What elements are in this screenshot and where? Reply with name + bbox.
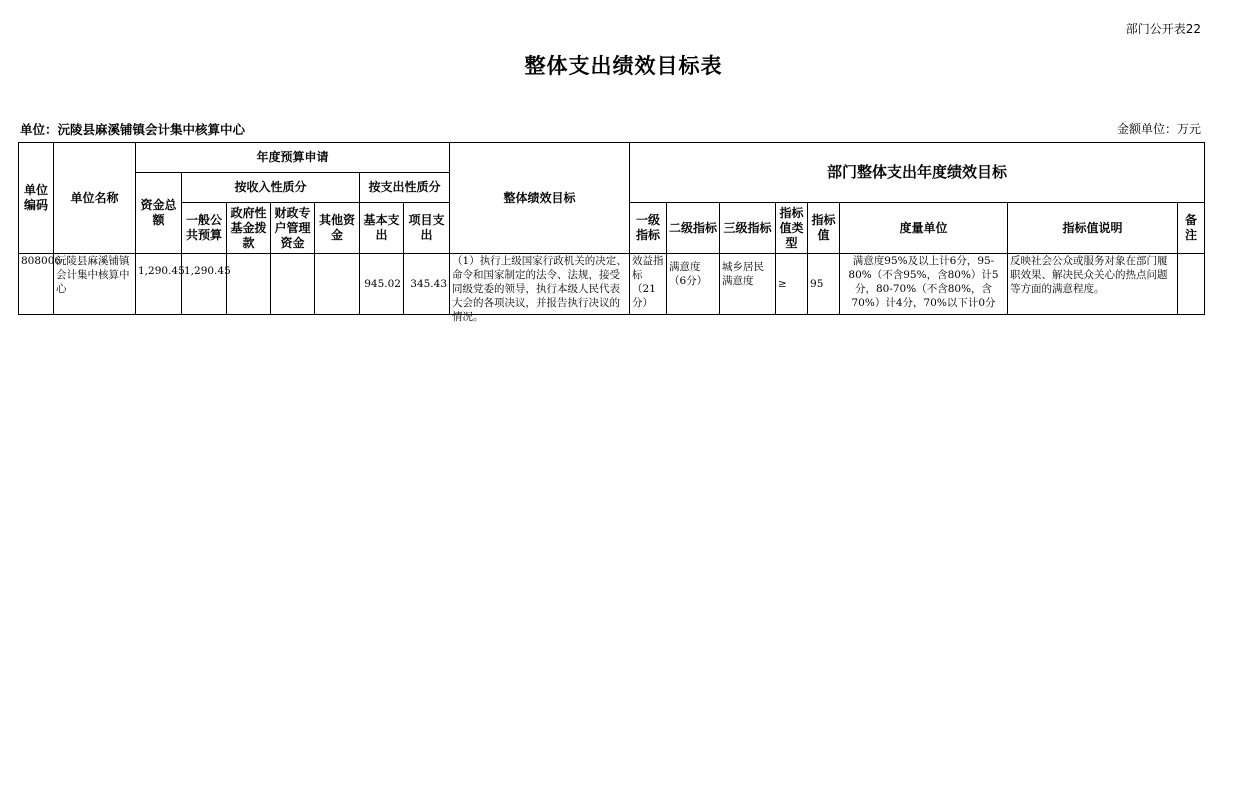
cell-value: 95 bbox=[808, 254, 840, 315]
cell-level3: 城乡居民满意度 bbox=[720, 254, 776, 315]
cell-project-expense: 345.43 bbox=[404, 254, 450, 315]
header-level2: 二级指标 bbox=[667, 203, 720, 254]
cell-total-funds: 1,290.45 bbox=[136, 254, 182, 315]
header-total-funds: 资金总额 bbox=[136, 173, 182, 254]
header-overall-goal: 整体绩效目标 bbox=[450, 143, 630, 254]
cell-other-funds bbox=[315, 254, 360, 315]
header-unit-name: 单位名称 bbox=[54, 143, 136, 254]
document-number: 部门公开表22 bbox=[1125, 22, 1201, 36]
unit-label: 单位：沅陵县麻溪铺镇会计集中核算中心 bbox=[20, 122, 246, 137]
amount-unit-label: 金额单位：万元 bbox=[1116, 122, 1201, 136]
cell-remark bbox=[1178, 254, 1205, 315]
cell-value-type: ≥ bbox=[776, 254, 808, 315]
header-by-income: 按收入性质分 bbox=[182, 173, 360, 203]
cell-desc: 反映社会公众或服务对象在部门履职效果、解决民众关心的热点问题等方面的满意程度。 bbox=[1008, 254, 1178, 315]
cell-overall-goal: （1）执行上级国家行政机关的决定、命令和国家制定的法令、法规，接受同级党委的领导，执行本级人民代表大会的各项决议，并报告执行决议的情况。 bbox=[450, 254, 630, 315]
table-row bbox=[19, 254, 1205, 315]
header-measure: 度量单位 bbox=[840, 203, 1008, 254]
header-basic-expense: 基本支出 bbox=[360, 203, 404, 254]
header-project-expense: 项目支出 bbox=[404, 203, 450, 254]
cell-level1: 效益指标（21分） bbox=[630, 254, 667, 315]
header-by-expense: 按支出性质分 bbox=[360, 173, 450, 203]
header-unit-code: 单位编码 bbox=[19, 143, 54, 254]
header-special-account: 财政专户管理资金 bbox=[271, 203, 315, 254]
header-value: 指标值 bbox=[808, 203, 840, 254]
performance-goal-table bbox=[18, 142, 1205, 323]
header-level1: 一级指标 bbox=[630, 203, 667, 254]
cell-measure: 满意度95%及以上计6分，95-80%（不含95%，含80%）计5分，80-70%（不含80%，含70%）计4分，70%以下计0分 bbox=[840, 254, 1008, 315]
cell-special-account bbox=[271, 254, 315, 315]
header-level3: 三级指标 bbox=[720, 203, 776, 254]
cell-unit-name: 沅陵县麻溪铺镇会计集中核算中心 bbox=[54, 254, 136, 315]
cell-basic-expense: 945.02 bbox=[360, 254, 404, 315]
header-desc: 指标值说明 bbox=[1008, 203, 1178, 254]
header-gov-fund: 政府性基金拨款 bbox=[227, 203, 271, 254]
cell-unit-code: 808006 bbox=[19, 254, 54, 315]
header-value-type: 指标值类型 bbox=[776, 203, 808, 254]
cell-general-budget: 1,290.45 bbox=[182, 254, 227, 315]
header-general-budget: 一般公共预算 bbox=[182, 203, 227, 254]
header-dept-goal: 部门整体支出年度绩效目标 bbox=[630, 143, 1205, 203]
header-remark: 备注 bbox=[1178, 203, 1205, 254]
cell-gov-fund bbox=[227, 254, 271, 315]
header-annual-budget: 年度预算申请 bbox=[136, 143, 450, 173]
page-title: 整体支出绩效目标表 bbox=[524, 54, 723, 78]
cell-level2: 满意度（6分） bbox=[667, 254, 720, 315]
header-other-funds: 其他资金 bbox=[315, 203, 360, 254]
